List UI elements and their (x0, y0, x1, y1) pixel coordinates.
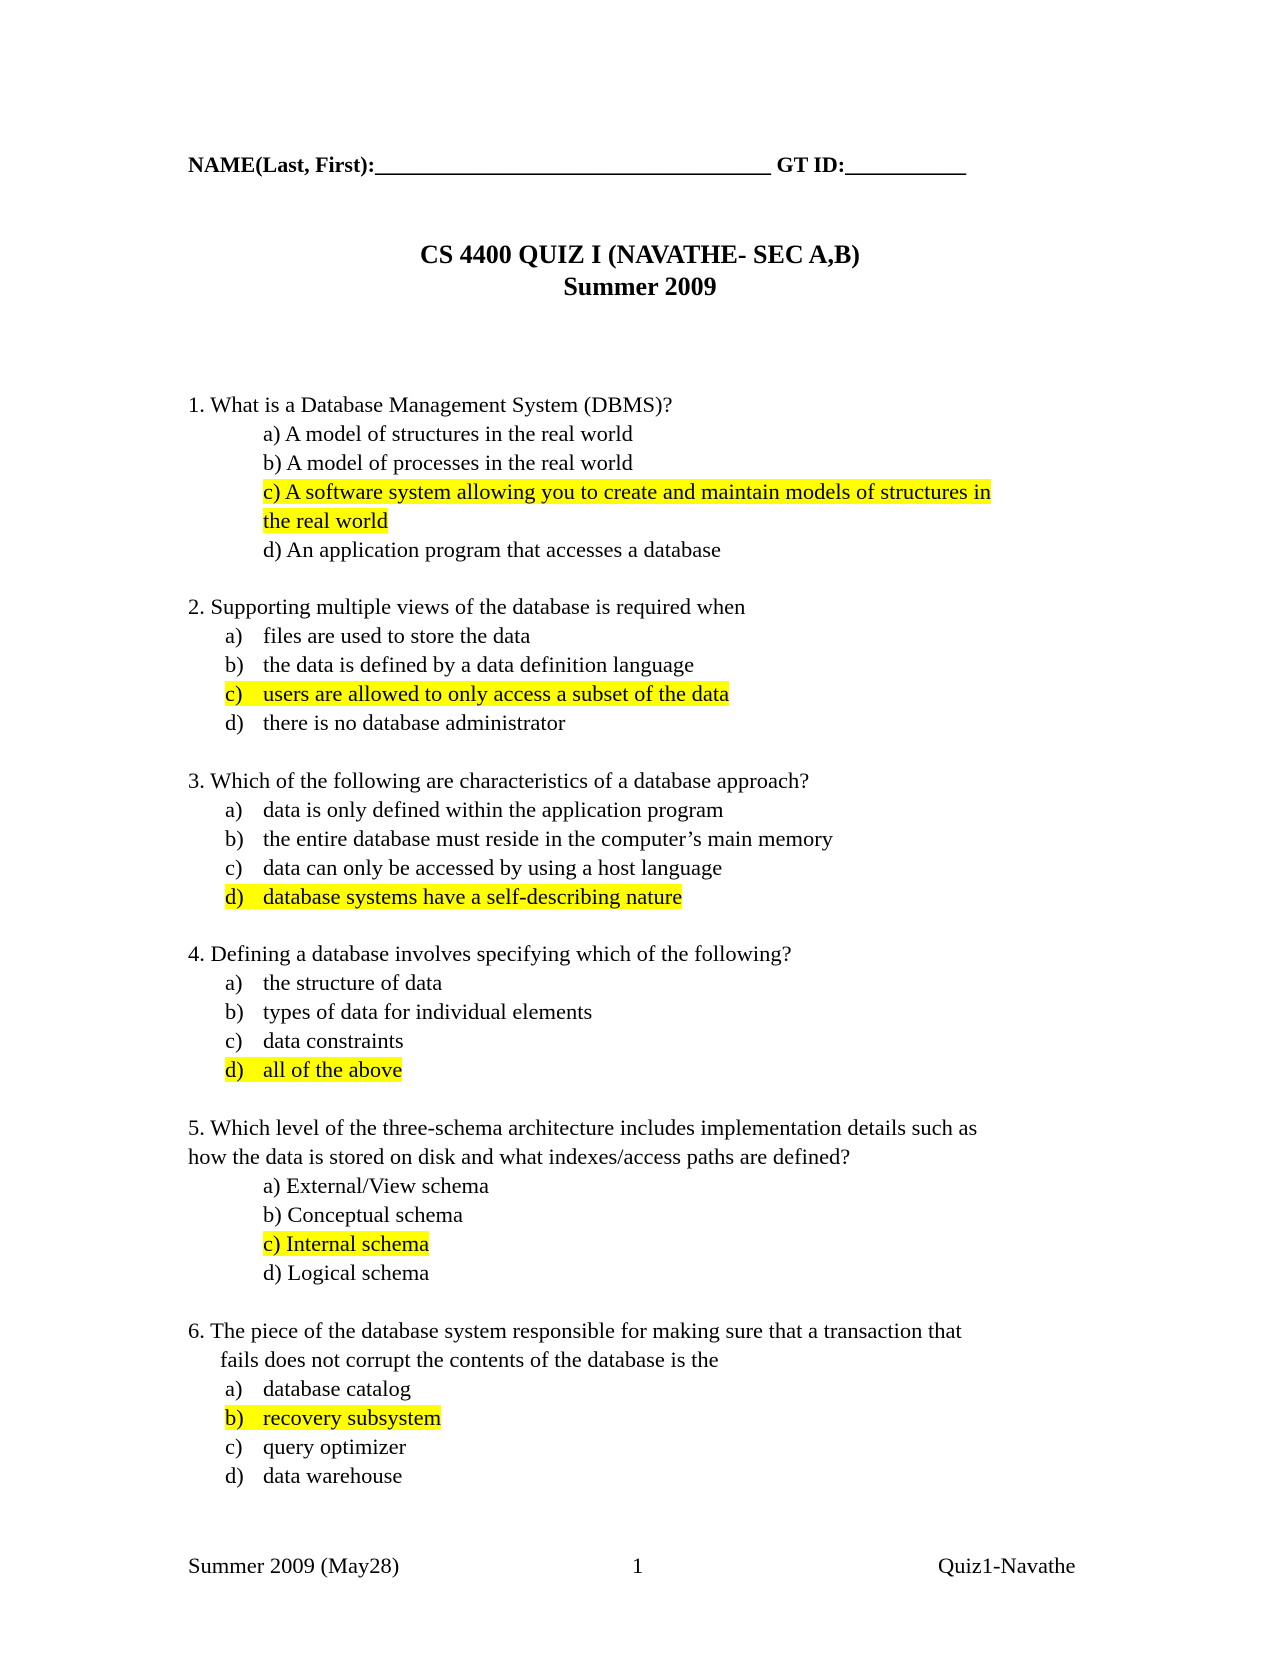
question-3-option-d (225, 882, 682, 911)
answer-highlight: c) Internal schema (263, 1231, 430, 1256)
quiz-title: CS 4400 QUIZ I (NAVATHE- SEC A,B) (420, 240, 860, 269)
footer-page-number: 1 (632, 1553, 644, 1578)
question-5-option-d: d) Logical schema (263, 1260, 430, 1285)
answer-highlight: b) recovery subsystem (225, 1405, 442, 1430)
question-5-option-c (263, 1229, 429, 1258)
question-4-text: 4. Defining a database involves specifying which of the following? (188, 941, 792, 966)
name-gtid-line: NAME(Last, First):____________________________________ GT ID:___________ (188, 152, 967, 177)
question-2-option-d: d) there is no database administrator (225, 710, 566, 735)
question-6-option-d: d) data warehouse (225, 1463, 403, 1488)
question-1-option-c-line2 (263, 506, 388, 535)
question-5-text-line1: 5. Which level of the three-schema architecture includes implementation details such as (188, 1115, 978, 1140)
question-2-text: 2. Supporting multiple views of the database is required when (188, 594, 746, 619)
question-6-option-c: c) query optimizer (225, 1434, 407, 1459)
question-2-option-b: b) the data is defined by a data definition language (225, 652, 695, 677)
quiz-term: Summer 2009 (563, 272, 717, 301)
question-4-option-a: a) the structure of data (225, 970, 443, 995)
question-6-text-line1: 6. The piece of the database system responsible for making sure that a transaction that (188, 1318, 962, 1343)
question-4-option-b: b) types of data for individual elements (225, 999, 593, 1024)
question-4-option-c: c) data constraints (225, 1028, 404, 1053)
question-5-text-line2: how the data is stored on disk and what indexes/access paths are defined? (188, 1144, 851, 1169)
question-1-option-b: b) A model of processes in the real world (263, 450, 633, 475)
question-6-text-line2: fails does not corrupt the contents of the database is the (220, 1347, 719, 1372)
question-1-option-c-line1 (263, 477, 991, 506)
question-6-option-b (225, 1403, 441, 1432)
question-4-option-d (225, 1055, 402, 1084)
question-5-option-b: b) Conceptual schema (263, 1202, 463, 1227)
question-1-text: 1. What is a Database Management System (DBMS)? (188, 392, 673, 417)
question-2-option-c (225, 679, 729, 708)
footer-date: Summer 2009 (May28) (188, 1553, 400, 1578)
question-5-option-a: a) External/View schema (263, 1173, 490, 1198)
question-2-option-a: a) files are used to store the data (225, 623, 531, 648)
question-1-option-d: d) An application program that accesses a database (263, 537, 721, 562)
answer-highlight: the real world (263, 508, 388, 533)
question-6-option-a: a) database catalog (225, 1376, 412, 1401)
question-3-text: 3. Which of the following are characteristics of a database approach? (188, 768, 810, 793)
answer-highlight: c) users are allowed to only access a subset of the data (225, 681, 730, 706)
question-1-option-a: a) A model of structures in the real world (263, 421, 633, 446)
question-3-option-c: c) data can only be accessed by using a host language (225, 855, 723, 880)
question-3-option-b: b) the entire database must reside in the computer’s main memory (225, 826, 834, 851)
question-3-option-a: a) data is only defined within the application program (225, 797, 724, 822)
answer-highlight: d) database systems have a self-describing nature (225, 884, 683, 909)
answer-highlight: c) A software system allowing you to create and maintain models of structures in (263, 479, 991, 504)
answer-highlight: d) all of the above (225, 1057, 403, 1082)
footer-doc-name: Quiz1-Navathe (938, 1553, 1076, 1578)
